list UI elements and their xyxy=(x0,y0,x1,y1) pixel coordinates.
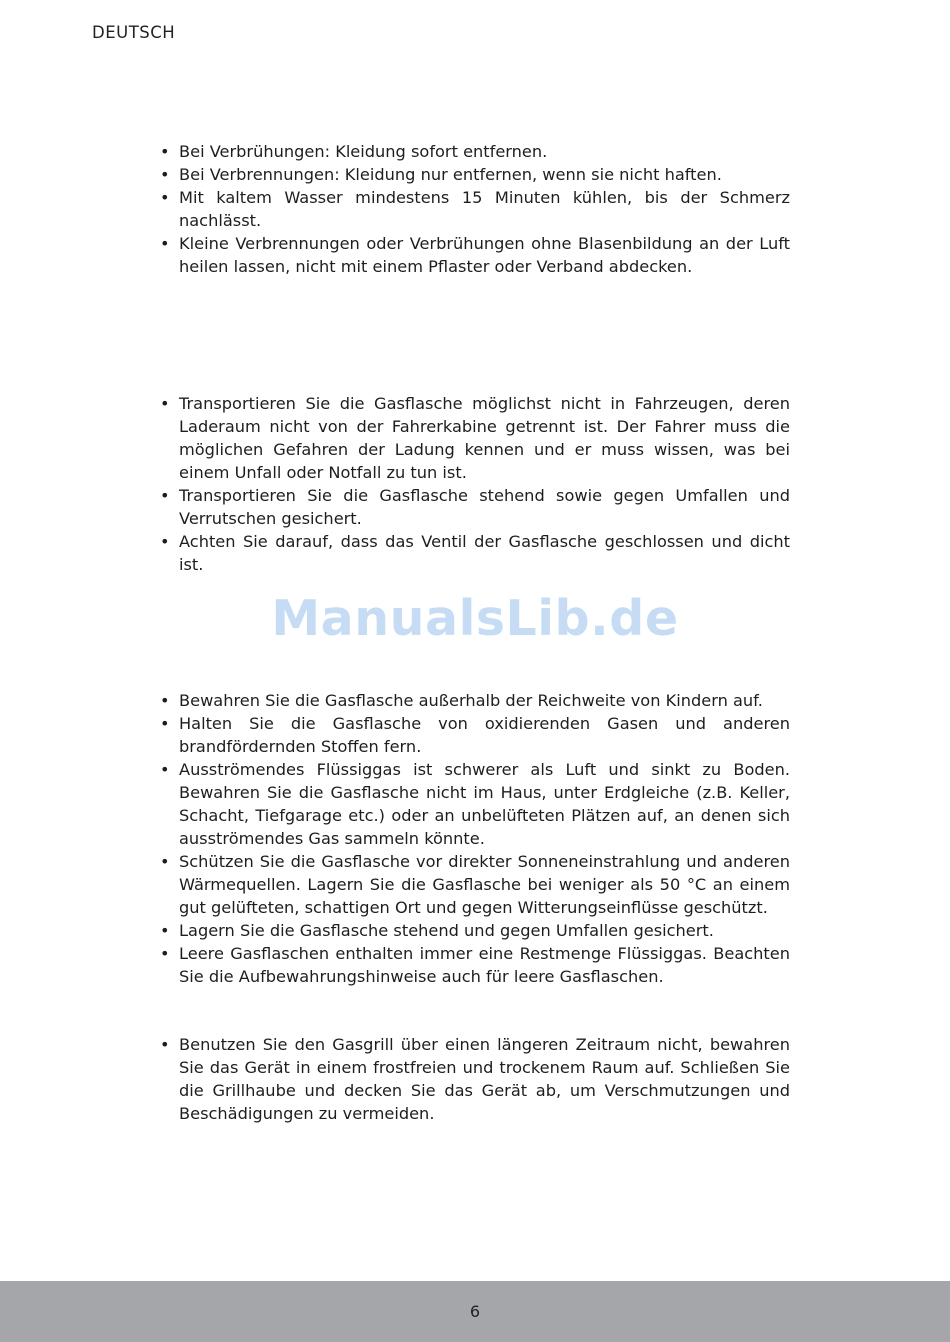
gas-cylinder-storage-list xyxy=(160,689,790,988)
list-item: • Schützen Sie die Gasflasche vor direkter Sonneneinstrahlung und anderen Wärmequellen. Lagern Sie die Gasflasche bei weniger als 50 °C an einem gut gelüfteten, schattigen Ort und gegen Witterungseinflüsse geschützt. xyxy=(160,850,790,919)
list-item: • Transportieren Sie die Gasflasche möglichst nicht in Fahrzeugen, deren Laderaum nicht von der Fahrerkabine getrennt ist. Der Fahrer muss die möglichen Gefahren der Ladung kennen und er muss wissen, was bei einem Unfall oder Notfall zu tun ist. xyxy=(160,392,790,484)
list-item: • Lagern Sie die Gasflasche stehend und gegen Umfallen gesichert. xyxy=(160,919,790,942)
list-item: • Bei Verbrennungen: Kleidung nur entfernen, wenn sie nicht haften. xyxy=(160,163,790,186)
burns-first-aid-list xyxy=(160,140,790,278)
grill-storage-list xyxy=(160,1033,790,1125)
gas-cylinder-transport-list xyxy=(160,392,790,576)
list-item: • Bei Verbrühungen: Kleidung sofort entfernen. xyxy=(160,140,790,163)
page-number: 6 xyxy=(469,1302,481,1321)
list-item: • Benutzen Sie den Gasgrill über einen längeren Zeitraum nicht, bewahren Sie das Gerät in einem frostfreien und trockenem Raum auf. Schließen Sie die Grillhaube und decken Sie das Gerät ab, um Verschmutzungen und Beschädigungen zu vermeiden. xyxy=(160,1033,790,1125)
list-item: • Kleine Verbrennungen oder Verbrühungen ohne Blasenbildung an der Luft heilen lassen, nicht mit einem Pflaster oder Verband abdecken. xyxy=(160,232,790,278)
list-item: • Leere Gasflaschen enthalten immer eine Restmenge Flüssiggas. Beachten Sie die Aufbewahrungshinweise auch für leere Gasflaschen. xyxy=(160,942,790,988)
list-item: • Mit kaltem Wasser mindestens 15 Minuten kühlen, bis der Schmerz nachlässt. xyxy=(160,186,790,232)
list-item: • Achten Sie darauf, dass das Ventil der Gasflasche geschlossen und dicht ist. xyxy=(160,530,790,576)
list-item: • Bewahren Sie die Gasflasche außerhalb der Reichweite von Kindern auf. xyxy=(160,689,790,712)
list-item: • Ausströmendes Flüssiggas ist schwerer als Luft und sinkt zu Boden. Bewahren Sie die Gasflasche nicht im Haus, unter Erdgleiche (z.B. Keller, Schacht, Tiefgarage etc.) oder an unbelüfteten Plätzen auf, an denen sich ausströmendes Gas sammeln könnte. xyxy=(160,758,790,850)
watermark: ManualsLib.de xyxy=(271,590,679,647)
list-item: • Transportieren Sie die Gasflasche stehend sowie gegen Umfallen und Verrutschen gesichert. xyxy=(160,484,790,530)
language-label: DEUTSCH xyxy=(92,23,176,42)
list-item: • Halten Sie die Gasflasche von oxidierenden Gasen und anderen brandfördernden Stoffen fern. xyxy=(160,712,790,758)
